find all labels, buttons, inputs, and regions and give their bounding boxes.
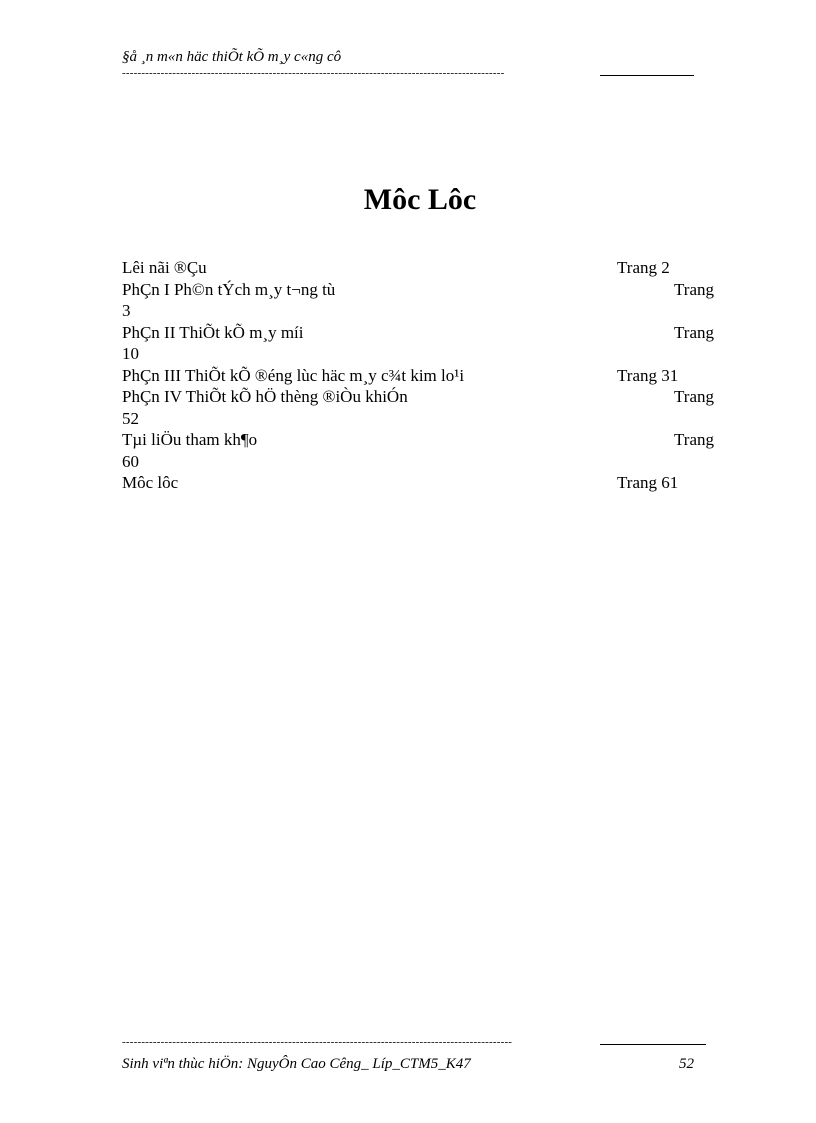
toc-entry-page: Trang 61 [617, 473, 679, 492]
toc-entry [122, 279, 714, 301]
toc-entry-page: Trang [674, 322, 714, 342]
toc-entry-continuation [122, 300, 714, 322]
toc-entry-title: PhÇn I Ph©n tÝch m¸y t¬ng tù [122, 279, 336, 299]
header-divider [600, 75, 694, 76]
footer-divider [600, 1044, 706, 1045]
toc-entry-title: PhÇn III ThiÕt kÕ ®éng lùc häc m¸y c¾t kim lo¹i [122, 365, 465, 385]
toc-entry-page: Trang 31 [617, 365, 679, 385]
toc-entry-title: PhÇn IV ThiÕt kÕ hÖ thèng ®iÒu khiÓn [122, 387, 408, 406]
toc-entry-continuation [122, 451, 714, 473]
toc-entry [122, 322, 714, 344]
toc-entry-page-number: 60 [122, 451, 139, 471]
page-title: Môc Lôc [363, 183, 477, 216]
footer-rule: ----------------------------------------------------------------------------------------------------- [122, 1036, 513, 1048]
footer-text: Sinh viªn thùc hiÖn: NguyÔn Cao Cêng_ Líp_CTM5_K47 [122, 1056, 471, 1072]
toc-entry-continuation [122, 343, 714, 365]
toc-entry-page-number: 52 [122, 408, 139, 428]
toc-entry [122, 386, 714, 408]
header-text: §å ¸n m«n häc thiÕt kÕ m¸y c«ng cô [122, 49, 342, 65]
header-rule: --------------------------------------------------------------------------------------------------- [122, 67, 505, 79]
toc-entry [122, 472, 714, 494]
toc-entry-continuation [122, 408, 714, 430]
toc-entry-page-number: 10 [122, 344, 139, 363]
toc-entry-title: Môc lôc [122, 473, 179, 492]
toc-entry-page: Trang [674, 279, 714, 299]
toc-entry-title: Lêi nãi ®Çu [122, 258, 207, 277]
toc-entry-title: Tµi liÖu tham kh¶o [122, 430, 258, 449]
toc-entry-page: Trang 2 [617, 258, 670, 277]
toc-entry-title: PhÇn II ThiÕt kÕ m¸y míi [122, 322, 304, 342]
table-of-contents [122, 257, 714, 494]
page-number: 52 [679, 1056, 694, 1072]
toc-entry [122, 365, 714, 387]
toc-entry-page: Trang [674, 387, 714, 406]
toc-entry [122, 257, 714, 279]
toc-entry-page: Trang [674, 430, 714, 449]
toc-entry-page-number: 3 [122, 301, 131, 320]
toc-entry [122, 429, 714, 451]
